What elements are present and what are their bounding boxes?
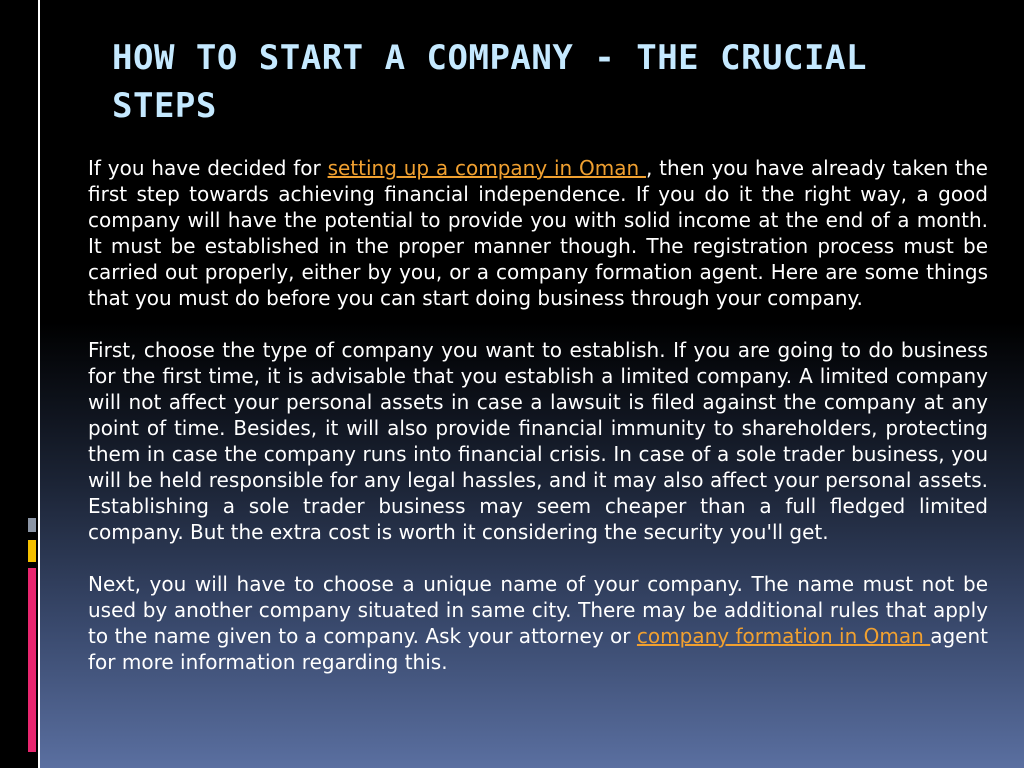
slide-title: HOW TO START A COMPANY - THE CRUCIAL STEPS bbox=[112, 38, 867, 126]
slide-body bbox=[88, 155, 988, 701]
paragraph-company-name bbox=[88, 571, 988, 675]
paragraph-intro-text-before: If you have decided for bbox=[88, 156, 328, 180]
paragraph-company-type: First, choose the type of company you want to establish. If you are going to do business for the first time, it is advisable that you establish a limited company. A limited company will not affect your personal assets in case a lawsuit is filed against the company at any point of time. Besides, it will also provide financial immunity to shareholders, protecting them in case the company runs into financial crisis. In case of a sole trader business, you will be held responsible for any legal hassles, and it may also affect your personal assets. Establishing a sole trader business may seem cheaper than a full fledged limited company. But the extra cost is worth it considering the security you'll get. bbox=[88, 338, 988, 544]
accent-bar-gray bbox=[28, 518, 36, 532]
link-company-formation[interactable]: company formation in Oman bbox=[636, 624, 931, 648]
paragraph-name-text-after: agent for more information regarding this. bbox=[88, 624, 988, 674]
accent-bar-yellow bbox=[28, 540, 36, 562]
paragraph-intro bbox=[88, 155, 988, 311]
paragraph-name-text-before: Next, you will have to choose a unique name of your company. The name must not be used by another company situated in same city. There may be additional rules that apply to the name given to a company. Ask your attorney or bbox=[88, 572, 988, 648]
accent-bar-pink bbox=[28, 568, 36, 752]
paragraph-intro-text-after: , then you have already taken the first step towards achieving financial independence. If you do it the right way, a good company will have the potential to provide you with solid income at the end of a month. It must be established in the proper manner though. The registration process must be carried out properly, either by you, or a company formation agent. Here are some things that you must do before you can start doing business through your company. bbox=[88, 156, 988, 310]
link-setting-up-company[interactable]: setting up a company in Oman bbox=[327, 156, 646, 180]
